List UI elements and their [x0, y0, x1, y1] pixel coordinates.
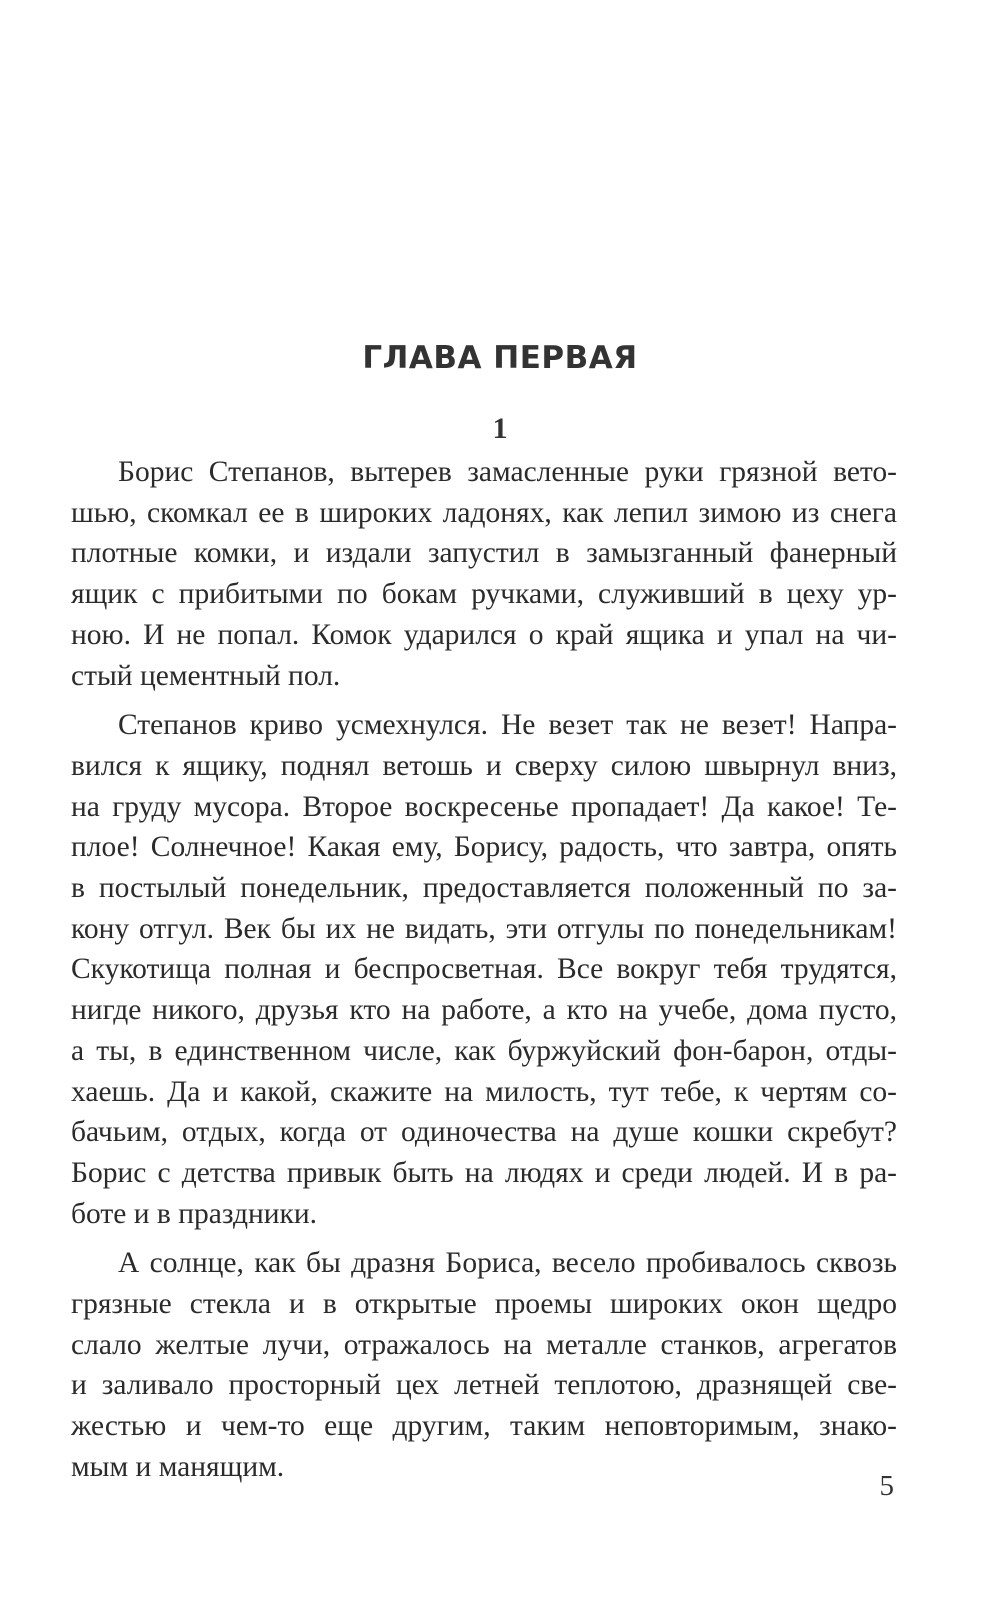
text-line: хаешь. Да и какой, скажите на милость, тут тебе, к чертям со-	[71, 1075, 897, 1108]
paragraph-3	[71, 1243, 897, 1487]
body-text	[71, 452, 897, 1497]
paragraph-2	[71, 705, 897, 1234]
text-line: ною. И не попал. Комок ударился о край ящика и упал на чи-	[71, 618, 897, 651]
text-line: слало желтые лучи, отражалось на металле станков, агрегатов	[71, 1328, 897, 1361]
text-line: нигде никого, друзья кто на работе, а кто на учебе, дома пусто,	[71, 994, 897, 1027]
text-line: Скукотища полная и беспросветная. Все вокруг тебя трудятся,	[71, 953, 897, 986]
text-line: стый цементный пол.	[71, 659, 341, 692]
text-line: плотные комки, и издали запустил в замызганный фанерный	[71, 537, 897, 570]
text-line: в постылый понедельник, предоставляется положенный по за-	[71, 872, 897, 905]
text-line: вился к ящику, поднял ветошь и сверху силою швырнул вниз,	[71, 749, 897, 782]
text-line: на груду мусора. Второе воскресенье пропадает! Да какое! Те-	[71, 790, 897, 823]
paragraph-1	[71, 452, 897, 696]
text-line: мым и манящим.	[71, 1450, 285, 1483]
text-line: бачьим, отдых, когда от одиночества на душе кошки скребут?	[71, 1116, 897, 1149]
text-line: боте и в праздники.	[71, 1197, 318, 1230]
text-line: грязные стекла и в открытые проемы широких окон щедро	[71, 1288, 897, 1321]
text-line: и заливало просторный цех летней теплотою, дразнящей све-	[71, 1369, 897, 1402]
page-number: 5	[879, 1470, 894, 1502]
section-number: 1	[492, 412, 508, 445]
text-line: а ты, в единственном числе, как буржуйский фон-барон, отды-	[71, 1034, 897, 1067]
text-line: жестью и чем-то еще другим, таким неповторимым, знако-	[71, 1410, 897, 1443]
text-line: Борис с детства привык быть на людях и среди людей. И в ра-	[71, 1156, 897, 1189]
text-line: плое! Солнечное! Какая ему, Борису, радость, что завтра, опять	[71, 831, 897, 864]
text-line: шью, скомкал ее в широких ладонях, как лепил зимою из снега	[71, 496, 897, 529]
chapter-title: ГЛАВА ПЕРВАЯ	[362, 340, 638, 376]
text-line: кону отгул. Век бы их не видать, эти отгулы по понедельникам!	[71, 912, 897, 945]
text-line: ящик с прибитыми по бокам ручками, служивший в цеху ур-	[71, 578, 897, 611]
text-line: Степанов криво усмехнулся. Не везет так не везет! Напра-	[118, 709, 897, 742]
text-line: Борис Степанов, вытерев замасленные руки грязной вето-	[118, 456, 897, 488]
text-line: А солнце, как бы дразня Бориса, весело пробивалось сквозь	[118, 1247, 897, 1280]
